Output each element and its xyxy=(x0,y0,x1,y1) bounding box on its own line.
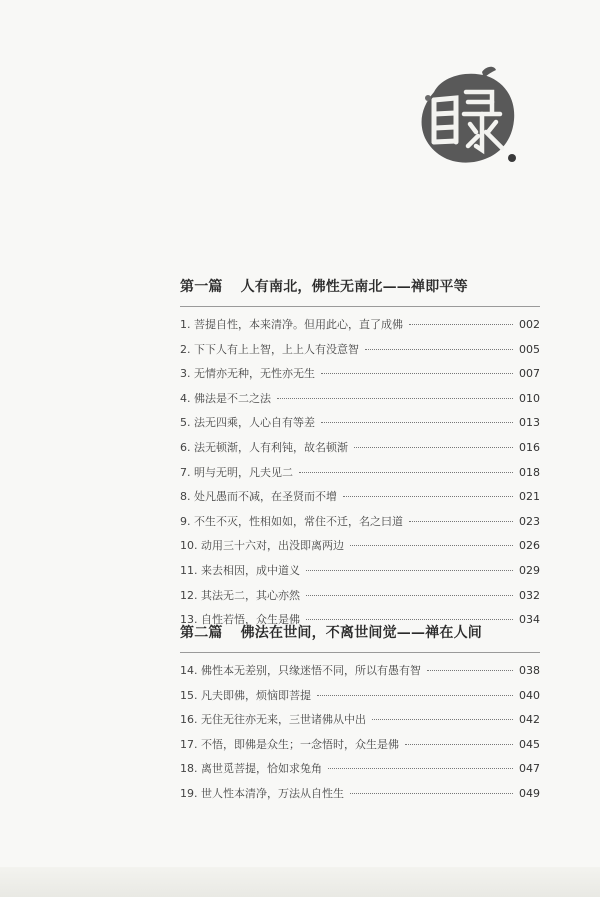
toc-entry[interactable] xyxy=(180,338,540,363)
toc-entry-title: 10. 动用三十六对，出没即离两边 xyxy=(180,539,344,553)
toc-entry[interactable] xyxy=(180,510,540,535)
page-bottom-edge xyxy=(0,867,600,897)
toc-entry[interactable] xyxy=(180,411,540,436)
section-label: 第一篇 xyxy=(180,279,223,295)
toc-section-2 xyxy=(180,622,540,807)
toc-entry-title: 3. 无情亦无种，无性亦无生 xyxy=(180,367,315,381)
toc-entry-title: 6. 法无顿渐，人有利钝，故名顿渐 xyxy=(180,440,348,454)
toc-entry-title: 16. 无住无往亦无来，三世诸佛从中出 xyxy=(180,713,366,727)
section-heading xyxy=(180,622,540,653)
toc-entry-page: 049 xyxy=(519,786,540,800)
toc-entry-page: 029 xyxy=(519,563,540,577)
toc-entry-page: 016 xyxy=(519,440,540,454)
dot-leader xyxy=(427,670,513,671)
dot-leader xyxy=(343,496,513,497)
toc-entry[interactable] xyxy=(180,757,540,782)
ink-blot-icon xyxy=(412,62,522,172)
section-heading xyxy=(180,276,540,307)
toc-entry-title: 15. 凡夫即佛，烦恼即菩提 xyxy=(180,688,311,702)
toc-entry-page: 038 xyxy=(519,664,540,677)
toc-entry-page: 032 xyxy=(519,588,540,602)
dot-leader xyxy=(350,793,513,794)
toc-entry-page: 010 xyxy=(519,391,540,405)
dot-leader xyxy=(405,744,513,745)
dot-leader xyxy=(365,349,513,350)
toc-entry-title: 13. 自性若悟，众生是佛 xyxy=(180,613,300,627)
toc-entry[interactable] xyxy=(180,559,540,584)
toc-entry[interactable] xyxy=(180,782,540,807)
toc-entry-title: 19. 世人性本清净，万法从自性生 xyxy=(180,786,344,800)
toc-entry-page: 047 xyxy=(519,762,540,776)
toc-entry-title: 7. 明与无明，凡夫见二 xyxy=(180,465,293,479)
dot-leader xyxy=(306,570,513,571)
dot-leader xyxy=(299,472,513,473)
dot-leader xyxy=(306,595,513,596)
section-title: 人有南北，佛性无南北——禅即平等 xyxy=(240,279,468,295)
dot-leader xyxy=(277,398,513,399)
toc-entry[interactable] xyxy=(180,708,540,733)
toc-entry-title: 8. 处凡愚而不减，在圣贤而不增 xyxy=(180,490,337,504)
toc-entry-page: 026 xyxy=(519,539,540,553)
toc-entry-title: 18. 离世觅菩提，恰如求兔角 xyxy=(180,762,322,776)
toc-entry-title: 5. 法无四乘，人心自有等差 xyxy=(180,416,315,430)
toc-entry-list xyxy=(180,313,540,633)
toc-entry-page: 005 xyxy=(519,342,540,356)
toc-entry[interactable] xyxy=(180,387,540,412)
toc-entry-title: 17. 不悟，即佛是众生；一念悟时，众生是佛 xyxy=(180,737,399,751)
dot-leader xyxy=(306,619,513,620)
toc-entry-page: 018 xyxy=(519,465,540,479)
toc-entry-page: 045 xyxy=(519,737,540,751)
toc-entry[interactable] xyxy=(180,684,540,709)
dot-leader xyxy=(409,521,513,522)
toc-entry-title: 9. 不生不灭，性相如如，常住不迁，名之曰道 xyxy=(180,514,403,528)
dot-leader xyxy=(317,695,513,696)
toc-entry-page: 002 xyxy=(519,318,540,331)
section-title: 佛法在世间，不离世间觉——禅在人间 xyxy=(240,625,483,641)
toc-entry-page: 013 xyxy=(519,416,540,430)
toc-entry-title: 12. 其法无二，其心亦然 xyxy=(180,588,300,602)
dot-leader xyxy=(321,373,513,374)
toc-entry[interactable] xyxy=(180,659,540,684)
toc-entry-list xyxy=(180,659,540,807)
toc-entry-page: 034 xyxy=(519,613,540,627)
toc-entry-title: 14. 佛性本无差别，只缘迷悟不同，所以有愚有智 xyxy=(180,664,421,677)
toc-entry[interactable] xyxy=(180,733,540,758)
dot-leader xyxy=(409,324,513,325)
toc-entry-title: 2. 下下人有上上智，上上人有没意智 xyxy=(180,342,359,356)
toc-entry-title: 1. 菩提自性，本来清净。但用此心，直了成佛 xyxy=(180,318,403,331)
dot-leader xyxy=(354,447,513,448)
toc-entry[interactable] xyxy=(180,534,540,559)
section-label: 第二篇 xyxy=(180,625,223,641)
toc-entry-page: 021 xyxy=(519,490,540,504)
toc-entry-title: 11. 来去相因，成中道义 xyxy=(180,563,300,577)
toc-entry[interactable] xyxy=(180,485,540,510)
toc-entry[interactable] xyxy=(180,313,540,338)
toc-entry-page: 007 xyxy=(519,367,540,381)
toc-section-1 xyxy=(180,276,540,633)
toc-entry[interactable] xyxy=(180,461,540,486)
dot-leader xyxy=(372,719,513,720)
toc-entry[interactable] xyxy=(180,436,540,461)
toc-entry-page: 042 xyxy=(519,713,540,727)
toc-entry-page: 023 xyxy=(519,514,540,528)
toc-entry[interactable] xyxy=(180,584,540,609)
dot-leader xyxy=(321,422,513,423)
toc-entry-page: 040 xyxy=(519,688,540,702)
toc-entry-title: 4. 佛法是不二之法 xyxy=(180,391,271,405)
toc-entry[interactable] xyxy=(180,362,540,387)
toc-logo xyxy=(412,62,522,172)
dot-leader xyxy=(350,545,513,546)
dot-leader xyxy=(328,768,513,769)
